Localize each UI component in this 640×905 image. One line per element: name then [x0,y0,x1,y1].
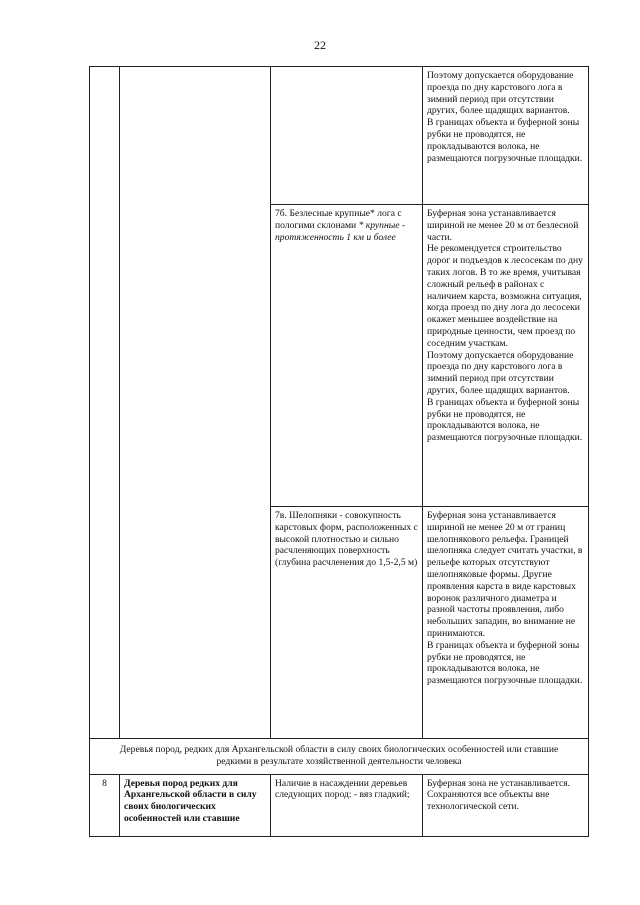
feature-cell-7b [271,205,423,507]
row-number: 8 [90,774,120,836]
buffer-text: Буферная зона не устанавливается. Сохраняются все объекты вне технологической сети. [427,777,571,813]
number-cell-empty [90,67,120,739]
feature-cell-7v [271,507,423,739]
buffer-text: Буферная зона устанавливается шириной не менее 20 м от безлесной части. Не рекомендуется строительство дорог и подъездов к лесосекам по дну таких логов. В то же время, учитывая сложный рельеф в районах с наличием карста, возможна ситуация, когда проезд по дну лога до лесосеки окажет меньшее воздействие на природные ценности, чем проезд по соседним участкам. Поэтому допускается оборудование проезда по дну карстового лога в зимний период при отсутствии других, более щадящих вариантов. В границах объекта и буферной зоны рубки не проводятся, не прокладываются волока, не размещаются погрузочные площадки. [427,208,583,444]
page-number: 22 [314,38,326,52]
buffer-cell [423,67,589,205]
category-cell-empty [120,67,271,739]
section-heading-row [90,739,589,775]
feature-text: 7в. Шелопняки - совокупность карстовых форм, расположенных с высокой плотностью и сильно расчленяющих поверхность (глубина расчленения до 1,5-2,5 м) [275,510,418,569]
table-row [90,67,589,205]
feature-cell-empty [271,67,423,205]
buffer-cell-7v [423,507,589,739]
buffer-text: Поэтому допускается оборудование проезда по дну карстового лога в зимний период при отсутствии других, более щадящих вариантов. В границах объекта и буферной зоны рубки не проводятся, не прокладываются волока, не размещаются погрузочные площадки. [427,70,583,164]
feature-text: 7б. Безлесные крупные* лога с пологими склонами [275,208,402,231]
section-heading: Деревья пород, редких для Архангельской области в силу своих биологических особенностей или ставшие редкими в результате хозяйственной деятельности человека [90,739,589,775]
feature-cell: Наличие в насаждении деревьев следующих пород: - вяз гладкий; [271,774,423,836]
table-row [90,774,589,836]
protection-table [89,66,589,837]
buffer-text: Буферная зона устанавливается шириной не менее 20 м от границ шелопнякового рельефа. Границей шелопняка следует считать участки, в рельефе которых отсутствуют шелопняковые формы. Другие проявления карста в виде карстовых воронок различного диаметра и разной частоты проявления, либо небольших западин, во внимание не принимаются. В границах объекта и буферной зоны рубки не проводятся, не прокладываются волока, не размещаются погрузочные площадки. [427,510,583,687]
category-cell: Деревья пород редких для Архангельской области в силу своих биологических особенностей или ставшие [120,774,271,836]
buffer-cell-7b [423,205,589,507]
buffer-cell [423,774,589,836]
feature-footnote: * крупные - протяженность 1 км и более [275,219,406,243]
